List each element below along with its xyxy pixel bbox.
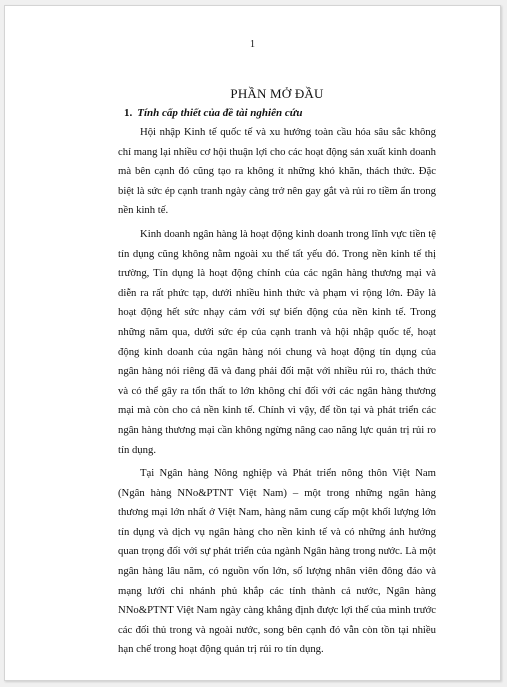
page-number: 1 xyxy=(250,39,255,50)
section-number: 1. xyxy=(124,107,133,119)
page-content xyxy=(118,86,436,664)
paragraph-1: Hội nhập Kinh tế quốc tế và xu hướng toàn cầu hóa sâu sắc không chỉ mang lại nhiều cơ hội thuận lợi cho các hoạt động sản xuất kinh doanh mà bên cạnh đó cũng tạo ra không ít những khó khăn, thách thức. Đặc biệt là sức ép cạnh tranh ngày càng trở nên gay gắt và rủi ro tiềm ẩn trong nền kinh tế. xyxy=(118,126,436,217)
document-heading: PHẦN MỞ ĐẦU xyxy=(230,86,324,101)
paragraph-3: Tại Ngân hàng Nông nghiệp và Phát triển nông thôn Việt Nam (Ngân hàng NNo&PTNT Việt Nam) – một trong những ngân hàng thương mại lớn nhất ở Việt Nam, hàng năm cung cấp một khối lượng lớn tín dụng và dịch vụ ngân hàng cho nền kinh tế và có những ảnh hưởng quan trọng đối với sự phát triển của ngành Ngân hàng trong nước. Là một ngân hàng lâu năm, có nguồn vốn lớn, số lượng nhân viên đông đảo và mạng lưới chi nhánh phủ khắp các tỉnh thành cả nước, Ngân hàng NNo&PTNT Việt Nam ngày càng khẳng định được lợi thế của mình trước các đối thủ trong và ngoài nước, song bên cạnh đó vẫn còn tồn tại nhiều hạn chế trong hoạt động quản trị rủi ro tín dụng. xyxy=(118,467,436,656)
paragraph-2: Kinh doanh ngân hàng là hoạt động kinh doanh trong lĩnh vực tiền tệ tín dụng cũng không nằm ngoài xu thế tất yếu đó. Trong nền kinh tế thị trường, Tín dụng là hoạt động chính của các ngân hàng thương mại và diễn ra rất phức tạp, dưới nhiều hình thức và phạm vi rộng lớn. Đây là hoạt động hết sức nhạy cảm với sự biến động của nền kinh tế. Trong những năm qua, dưới sức ép của cạnh tranh và hội nhập quốc tế, hoạt động kinh doanh của ngân hàng nói chung và hoạt động tín dụng của ngân hàng nói riêng đã và đang phải đối mặt với nhiều rủi ro, thách thức và có thể gây ra tổn thất to lớn không chỉ đối với các ngân hàng thương mại mà còn cho cả nền kinh tế. Chính vì vậy, để tồn tại và phát triển các ngân hàng thương mại cần không ngừng nâng cao năng lực quản trị rủi ro tín dụng. xyxy=(118,227,436,456)
section-title xyxy=(124,106,436,120)
document-page xyxy=(4,5,501,681)
section-title-text: Tính cấp thiết của đề tài nghiên cứu xyxy=(137,107,303,119)
